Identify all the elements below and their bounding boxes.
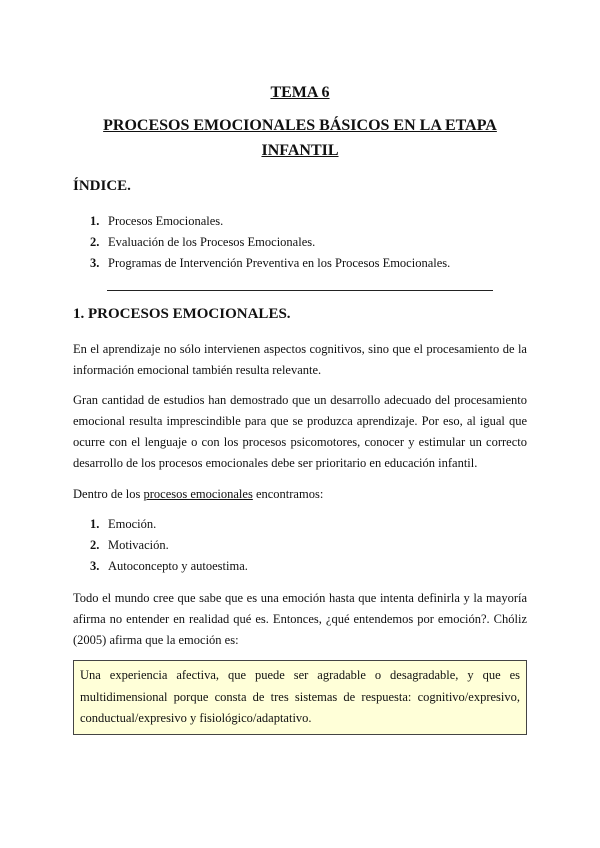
item-number: 3. <box>90 559 100 573</box>
paragraph-3 <box>73 484 527 505</box>
process-list <box>90 514 248 577</box>
list-item <box>90 556 248 577</box>
index-item <box>90 211 450 232</box>
list-item <box>90 535 248 556</box>
item-number: 2. <box>90 235 100 249</box>
index-item <box>90 232 450 253</box>
index-heading: ÍNDICE. <box>73 178 131 194</box>
item-number: 2. <box>90 538 100 552</box>
underlined-term: procesos emocionales <box>143 487 253 501</box>
item-text: Autoconcepto y autoestima. <box>108 559 248 573</box>
text: encontramos: <box>252 487 324 501</box>
text: Dentro de los <box>73 487 144 501</box>
item-text: Emoción. <box>108 517 157 531</box>
index-item <box>90 253 450 274</box>
item-number: 3. <box>90 256 100 270</box>
document-subtitle-line1: PROCESOS EMOCIONALES BÁSICOS EN LA ETAPA <box>103 117 497 134</box>
paragraph-1: En el aprendizaje no sólo intervienen aspectos cognitivos, sino que el procesamiento de la información emocional también resulta relevante. <box>73 342 527 377</box>
section-heading: 1. PROCESOS EMOCIONALES. <box>73 306 291 322</box>
item-number: 1. <box>90 517 100 531</box>
index-list <box>90 211 450 274</box>
paragraph-4: Todo el mundo cree que sabe que es una emoción hasta que intenta definirla y la mayoría afirma no entender en realidad qué es. Entonces, ¿qué entendemos por emoción?. Chóliz (2005) afirma que la emoción es: <box>73 591 527 647</box>
document-subtitle-line2: INFANTIL <box>261 142 339 159</box>
item-text: Procesos Emocionales. <box>108 214 224 228</box>
document-title: TEMA 6 <box>270 84 330 101</box>
item-text: Motivación. <box>108 538 169 552</box>
quote-box: Una experiencia afectiva, que puede ser agradable o desagradable, y que es multidimensional porque consta de tres sistemas de respuesta: cognitivo/expresivo, conductual/expresivo y fisiológico/adaptativo. <box>73 660 527 735</box>
item-text: Evaluación de los Procesos Emocionales. <box>108 235 316 249</box>
item-number: 1. <box>90 214 100 228</box>
paragraph-2: Gran cantidad de estudios han demostrado que un desarrollo adecuado del procesamiento emocional resulta imprescindible para que se produzca aprendizaje. Por eso, al igual que ocurre con el lenguaje o con los procesos psicomotores, conocer y estimular un correcto desarrollo de los procesos emocionales debe ser prioritario en educación infantil. <box>73 393 527 470</box>
list-item <box>90 514 248 535</box>
item-text: Programas de Intervención Preventiva en los Procesos Emocionales. <box>108 256 451 270</box>
divider <box>107 290 493 291</box>
